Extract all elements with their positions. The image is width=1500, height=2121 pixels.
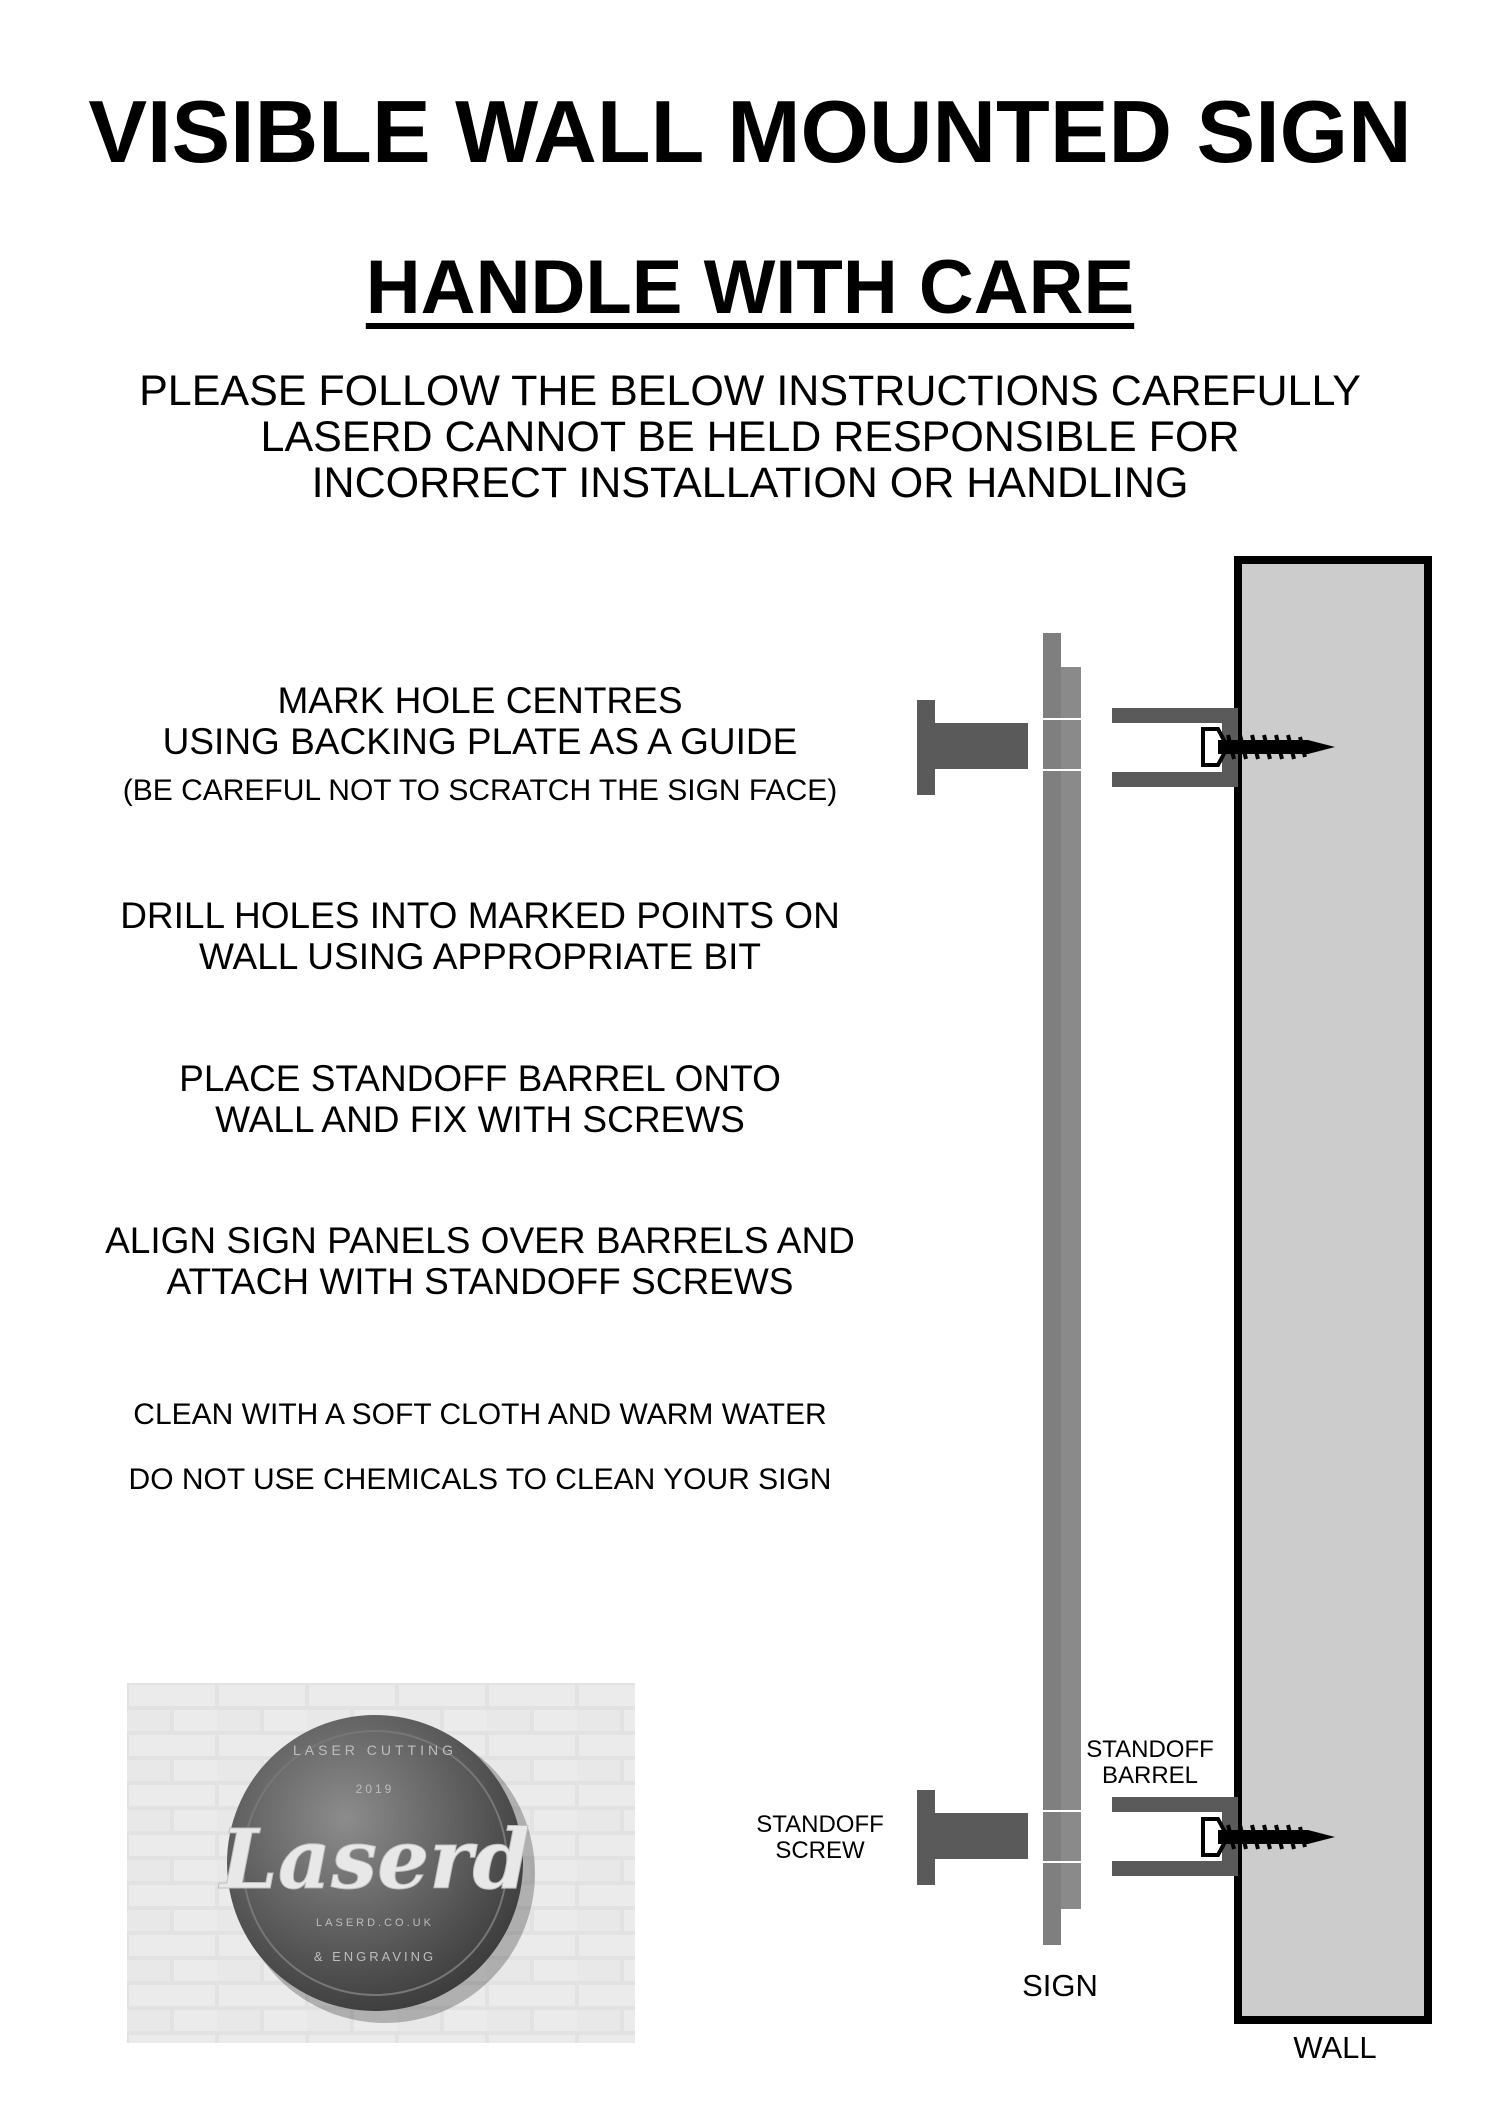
wood-screw-bottom — [1203, 1819, 1335, 1855]
care-clean: CLEAN WITH A SOFT CLOTH AND WARM WATER — [133, 1398, 827, 1431]
laserd-logo-photo — [127, 1683, 635, 2043]
notice-line: LASERD CANNOT BE HELD RESPONSIBLE FOR — [260, 413, 1240, 461]
step-place-barrel — [50, 1058, 910, 1140]
logo-bottom-text: & ENGRAVING — [313, 1949, 437, 1964]
wood-screw-top — [1203, 729, 1335, 765]
step-line: DRILL HOLES INTO MARKED POINTS ON — [120, 895, 840, 936]
label-wall: WALL — [1293, 2030, 1377, 2065]
step-mark-holes — [50, 680, 910, 811]
page-subtitle — [0, 245, 1500, 330]
label-line: STANDOFF — [1086, 1736, 1214, 1763]
label-line: STANDOFF — [756, 1811, 884, 1838]
step-note: (BE CAREFUL NOT TO SCRATCH THE SIGN FACE) — [122, 774, 838, 807]
standoff-barrel-top — [1112, 708, 1238, 787]
disclaimer-notice — [0, 368, 1500, 506]
step-align-panels — [50, 1220, 910, 1302]
sign-panel-front — [1043, 633, 1061, 1945]
logo-brand: Laserd — [220, 1812, 530, 1908]
label-line: SCREW — [775, 1837, 865, 1864]
label-sign: SIGN — [1022, 1968, 1098, 2003]
wall — [1238, 560, 1428, 2020]
step-line: ALIGN SIGN PANELS OVER BARRELS AND — [105, 1220, 855, 1261]
logo-url: LASERD.CO.UK — [316, 1917, 434, 1929]
notice-line: INCORRECT INSTALLATION OR HANDLING — [311, 459, 1189, 507]
notice-line: PLEASE FOLLOW THE BELOW INSTRUCTIONS CAREFULLY — [139, 367, 1361, 415]
logo-year: 2019 — [355, 1782, 395, 1796]
logo-top-text: LASER CUTTING — [292, 1742, 458, 1758]
subtitle-text: HANDLE WITH CARE — [365, 245, 1135, 330]
step-line: PLACE STANDOFF BARREL ONTO — [179, 1058, 781, 1099]
step-line: WALL AND FIX WITH SCREWS — [215, 1099, 745, 1140]
sign-panel-back — [1061, 667, 1081, 1909]
step-line: ATTACH WITH STANDOFF SCREWS — [166, 1261, 794, 1302]
care-no-chemicals: DO NOT USE CHEMICALS TO CLEAN YOUR SIGN — [128, 1463, 832, 1496]
label-line: BARREL — [1101, 1762, 1199, 1789]
step-line: MARK HOLE CENTRES — [277, 680, 683, 721]
step-line: WALL USING APPROPRIATE BIT — [199, 936, 761, 977]
standoff-screw-top — [917, 700, 1028, 795]
standoff-screw-bottom — [917, 1790, 1028, 1885]
label-standoff-barrel — [1070, 1737, 1230, 1789]
step-drill-holes — [50, 895, 910, 977]
page-title: VISIBLE WALL MOUNTED SIGN — [88, 82, 1412, 181]
standoff-barrel-bottom — [1112, 1797, 1238, 1876]
label-standoff-screw — [740, 1812, 900, 1864]
step-line: USING BACKING PLATE AS A GUIDE — [162, 721, 798, 762]
